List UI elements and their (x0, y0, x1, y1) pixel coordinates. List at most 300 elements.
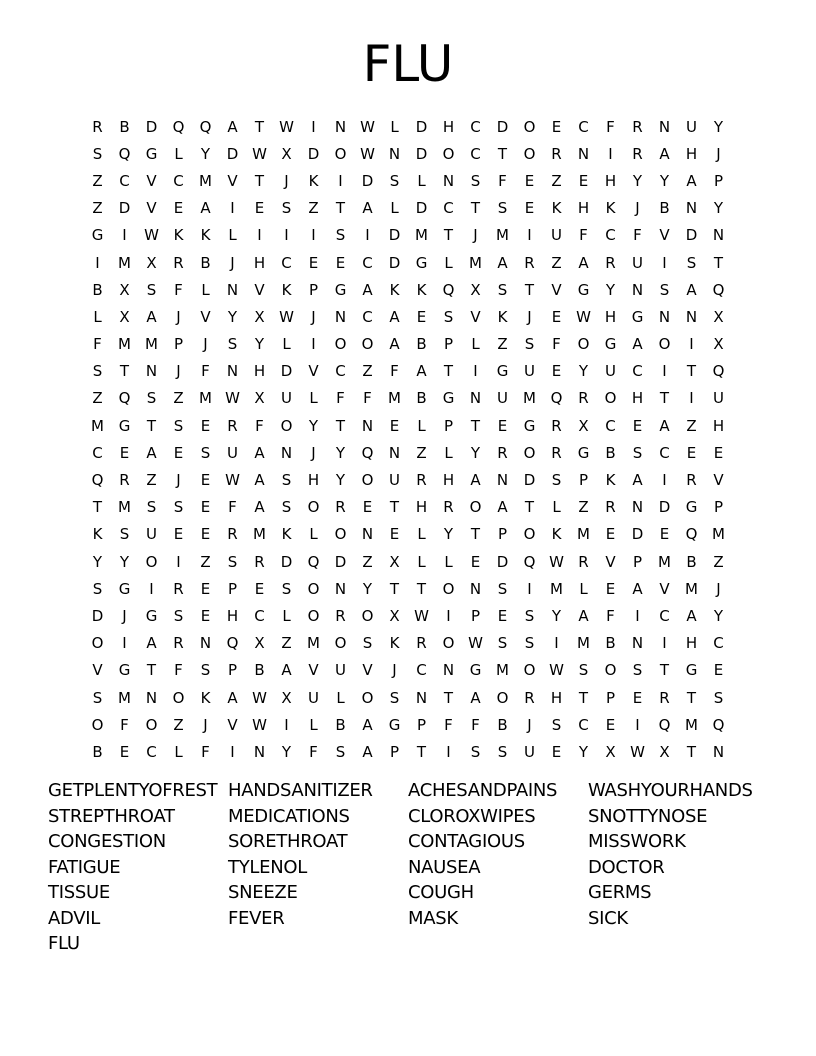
grid-letter[interactable]: F (201, 742, 210, 761)
grid-letter[interactable]: N (631, 498, 644, 517)
grid-letter[interactable]: U (713, 389, 724, 408)
grid-letter[interactable]: D (334, 552, 347, 571)
grid-letter[interactable]: A (659, 144, 670, 163)
grid-letter[interactable]: H (550, 688, 563, 707)
grid-letter[interactable]: S (497, 579, 508, 598)
grid-letter[interactable]: U (146, 525, 157, 544)
grid-letter[interactable]: F (390, 362, 399, 381)
grid-letter[interactable]: A (362, 742, 373, 761)
grid-letter[interactable]: I (446, 606, 451, 625)
grid-letter[interactable]: Z (281, 634, 292, 653)
grid-letter[interactable]: E (335, 253, 346, 272)
grid-letter[interactable]: F (174, 661, 183, 680)
grid-letter[interactable]: Z (92, 171, 103, 190)
grid-letter[interactable]: I (230, 742, 235, 761)
grid-letter[interactable]: W (225, 471, 240, 490)
grid-letter[interactable]: W (360, 144, 375, 163)
grid-letter[interactable]: V (146, 199, 157, 218)
grid-letter[interactable]: T (416, 742, 427, 761)
grid-letter[interactable]: M (199, 389, 212, 408)
grid-letter[interactable]: L (417, 525, 426, 544)
grid-letter[interactable]: V (92, 661, 103, 680)
grid-letter[interactable]: A (416, 362, 427, 381)
grid-letter[interactable]: R (254, 552, 265, 571)
grid-letter[interactable]: S (632, 443, 643, 462)
grid-letter[interactable]: E (200, 471, 211, 490)
grid-letter[interactable]: C (119, 171, 130, 190)
grid-letter[interactable]: N (226, 280, 239, 299)
grid-letter[interactable]: A (389, 307, 400, 326)
grid-letter[interactable]: T (443, 226, 454, 245)
grid-letter[interactable]: V (470, 307, 481, 326)
grid-letter[interactable]: N (334, 579, 347, 598)
grid-letter[interactable]: K (605, 471, 616, 490)
grid-letter[interactable]: I (527, 579, 532, 598)
grid-letter[interactable]: T (92, 498, 103, 517)
grid-letter[interactable]: G (388, 715, 401, 734)
grid-letter[interactable]: N (145, 362, 158, 381)
grid-letter[interactable]: A (362, 715, 373, 734)
grid-letter[interactable]: N (334, 307, 347, 326)
grid-letter[interactable]: B (119, 117, 130, 136)
grid-letter[interactable]: N (226, 362, 239, 381)
grid-letter[interactable]: O (604, 389, 617, 408)
grid-letter[interactable]: L (417, 171, 426, 190)
grid-letter[interactable]: S (281, 498, 292, 517)
grid-letter[interactable]: O (361, 688, 374, 707)
grid-letter[interactable]: S (713, 688, 724, 707)
grid-letter[interactable]: M (118, 688, 131, 707)
grid-letter[interactable]: Z (686, 416, 697, 435)
grid-letter[interactable]: F (363, 389, 372, 408)
grid-letter[interactable]: B (605, 634, 616, 653)
grid-letter[interactable]: P (713, 498, 724, 517)
grid-letter[interactable]: S (632, 661, 643, 680)
grid-letter[interactable]: C (470, 117, 481, 136)
grid-letter[interactable]: O (523, 661, 536, 680)
grid-letter[interactable]: M (496, 226, 509, 245)
grid-letter[interactable]: P (227, 579, 238, 598)
grid-letter[interactable]: P (713, 171, 724, 190)
grid-letter[interactable]: N (442, 171, 455, 190)
grid-letter[interactable]: Y (335, 471, 346, 490)
grid-letter[interactable]: D (631, 525, 644, 544)
grid-letter[interactable]: S (659, 280, 670, 299)
grid-letter[interactable]: A (200, 199, 211, 218)
grid-letter[interactable]: N (469, 389, 482, 408)
grid-letter[interactable]: V (308, 362, 319, 381)
grid-letter[interactable]: W (252, 715, 267, 734)
grid-letter[interactable]: T (443, 688, 454, 707)
grid-letter[interactable]: J (635, 199, 640, 218)
grid-letter[interactable]: E (200, 525, 211, 544)
grid-letter[interactable]: L (579, 579, 588, 598)
grid-letter[interactable]: G (523, 416, 536, 435)
grid-letter[interactable]: E (551, 307, 562, 326)
grid-letter[interactable]: F (471, 715, 480, 734)
grid-letter[interactable]: U (524, 362, 535, 381)
grid-letter[interactable]: T (146, 661, 157, 680)
grid-letter[interactable]: B (416, 335, 427, 354)
grid-letter[interactable]: M (415, 226, 428, 245)
grid-letter[interactable]: D (496, 117, 509, 136)
grid-letter[interactable]: A (227, 117, 238, 136)
grid-letter[interactable]: O (577, 335, 590, 354)
grid-letter[interactable]: M (712, 525, 725, 544)
grid-letter[interactable]: Z (713, 552, 724, 571)
grid-letter[interactable]: O (523, 443, 536, 462)
grid-letter[interactable]: Q (118, 144, 131, 163)
grid-letter[interactable]: Z (551, 253, 562, 272)
grid-letter[interactable]: G (577, 443, 590, 462)
grid-letter[interactable]: A (497, 253, 508, 272)
grid-letter[interactable]: K (92, 525, 103, 544)
grid-letter[interactable]: D (280, 362, 293, 381)
grid-letter[interactable]: V (605, 552, 616, 571)
grid-letter[interactable]: H (577, 199, 590, 218)
grid-letter[interactable]: G (604, 335, 617, 354)
grid-letter[interactable]: S (92, 362, 103, 381)
grid-letter[interactable]: O (658, 335, 671, 354)
grid-letter[interactable]: A (686, 171, 697, 190)
grid-letter[interactable]: R (227, 416, 238, 435)
grid-letter[interactable]: Y (605, 280, 616, 299)
grid-letter[interactable]: E (308, 253, 319, 272)
grid-letter[interactable]: L (282, 335, 291, 354)
grid-letter[interactable]: N (631, 634, 644, 653)
grid-letter[interactable]: M (118, 335, 131, 354)
grid-letter[interactable]: U (281, 389, 292, 408)
grid-letter[interactable]: O (334, 335, 347, 354)
grid-letter[interactable]: E (551, 117, 562, 136)
grid-letter[interactable]: C (470, 144, 481, 163)
grid-letter[interactable]: P (416, 715, 427, 734)
grid-letter[interactable]: G (91, 226, 104, 245)
grid-letter[interactable]: S (146, 280, 157, 299)
grid-letter[interactable]: C (659, 606, 670, 625)
grid-letter[interactable]: E (605, 579, 616, 598)
grid-letter[interactable]: L (174, 144, 183, 163)
grid-letter[interactable]: I (311, 226, 316, 245)
grid-letter[interactable]: D (415, 117, 428, 136)
grid-letter[interactable]: I (257, 226, 262, 245)
grid-letter[interactable]: M (523, 389, 536, 408)
grid-letter[interactable]: S (92, 579, 103, 598)
grid-letter[interactable]: Y (713, 117, 724, 136)
grid-letter[interactable]: E (605, 525, 616, 544)
grid-letter[interactable]: O (145, 715, 158, 734)
grid-letter[interactable]: H (712, 416, 725, 435)
grid-letter[interactable]: C (254, 606, 265, 625)
grid-letter[interactable]: A (362, 280, 373, 299)
grid-letter[interactable]: B (416, 389, 427, 408)
grid-letter[interactable]: V (146, 171, 157, 190)
grid-letter[interactable]: E (173, 199, 184, 218)
grid-letter[interactable]: D (91, 606, 104, 625)
grid-letter[interactable]: R (173, 579, 184, 598)
grid-letter[interactable]: R (173, 253, 184, 272)
grid-letter[interactable]: F (228, 498, 237, 517)
grid-letter[interactable]: T (443, 362, 454, 381)
grid-letter[interactable]: L (228, 226, 237, 245)
grid-letter[interactable]: S (173, 416, 184, 435)
grid-letter[interactable]: E (254, 199, 265, 218)
grid-letter[interactable]: K (200, 688, 211, 707)
grid-letter[interactable]: O (604, 661, 617, 680)
grid-letter[interactable]: X (659, 742, 670, 761)
grid-letter[interactable]: D (523, 471, 536, 490)
grid-letter[interactable]: C (92, 443, 103, 462)
grid-letter[interactable]: C (443, 199, 454, 218)
grid-letter[interactable]: R (227, 525, 238, 544)
grid-letter[interactable]: U (335, 661, 346, 680)
grid-letter[interactable]: R (524, 688, 535, 707)
grid-letter[interactable]: N (712, 742, 725, 761)
grid-letter[interactable]: X (389, 552, 400, 571)
grid-letter[interactable]: V (227, 171, 238, 190)
grid-letter[interactable]: W (576, 307, 591, 326)
grid-letter[interactable]: E (173, 525, 184, 544)
grid-letter[interactable]: C (632, 362, 643, 381)
grid-letter[interactable]: I (662, 362, 667, 381)
grid-letter[interactable]: T (335, 199, 346, 218)
grid-letter[interactable]: T (416, 579, 427, 598)
grid-letter[interactable]: I (311, 335, 316, 354)
grid-letter[interactable]: R (173, 634, 184, 653)
grid-letter[interactable]: S (200, 443, 211, 462)
grid-letter[interactable]: O (91, 634, 104, 653)
grid-letter[interactable]: Y (659, 171, 670, 190)
grid-letter[interactable]: N (334, 117, 347, 136)
grid-letter[interactable]: I (662, 634, 667, 653)
grid-letter[interactable]: K (551, 525, 562, 544)
grid-letter[interactable]: O (361, 606, 374, 625)
grid-letter[interactable]: P (389, 742, 400, 761)
grid-letter[interactable]: O (334, 634, 347, 653)
grid-letter[interactable]: E (551, 362, 562, 381)
grid-letter[interactable]: M (685, 579, 698, 598)
grid-letter[interactable]: Y (443, 525, 454, 544)
grid-letter[interactable]: M (685, 715, 698, 734)
grid-letter[interactable]: L (174, 742, 183, 761)
grid-letter[interactable]: H (631, 389, 644, 408)
grid-letter[interactable]: A (659, 416, 670, 435)
grid-letter[interactable]: J (122, 606, 127, 625)
grid-letter[interactable]: Q (307, 552, 320, 571)
grid-letter[interactable]: D (145, 117, 158, 136)
grid-letter[interactable]: J (284, 171, 289, 190)
grid-letter[interactable]: R (578, 552, 589, 571)
grid-letter[interactable]: Q (226, 634, 239, 653)
grid-letter[interactable]: O (145, 552, 158, 571)
grid-letter[interactable]: A (470, 688, 481, 707)
grid-letter[interactable]: G (415, 253, 428, 272)
grid-letter[interactable]: E (632, 416, 643, 435)
grid-letter[interactable]: G (577, 280, 590, 299)
grid-letter[interactable]: T (659, 661, 670, 680)
grid-letter[interactable]: S (335, 742, 346, 761)
grid-letter[interactable]: S (173, 498, 184, 517)
grid-letter[interactable]: A (497, 498, 508, 517)
grid-letter[interactable]: G (442, 389, 455, 408)
grid-letter[interactable]: E (578, 171, 589, 190)
grid-letter[interactable]: S (497, 199, 508, 218)
grid-letter[interactable]: N (442, 661, 455, 680)
grid-letter[interactable]: R (524, 253, 535, 272)
grid-letter[interactable]: Z (578, 498, 589, 517)
grid-letter[interactable]: J (527, 715, 532, 734)
grid-letter[interactable]: I (635, 715, 640, 734)
grid-letter[interactable]: D (307, 144, 320, 163)
grid-letter[interactable]: S (335, 226, 346, 245)
grid-letter[interactable]: E (713, 661, 724, 680)
grid-letter[interactable]: R (551, 144, 562, 163)
grid-letter[interactable]: E (605, 715, 616, 734)
grid-letter[interactable]: A (227, 688, 238, 707)
grid-letter[interactable]: M (199, 171, 212, 190)
grid-letter[interactable]: Z (362, 362, 373, 381)
grid-letter[interactable]: M (145, 335, 158, 354)
grid-letter[interactable]: N (253, 742, 266, 761)
grid-letter[interactable]: Z (308, 199, 319, 218)
grid-letter[interactable]: G (145, 144, 158, 163)
grid-letter[interactable]: C (578, 715, 589, 734)
grid-letter[interactable]: Q (658, 715, 671, 734)
grid-letter[interactable]: W (468, 634, 483, 653)
grid-letter[interactable]: Y (200, 144, 211, 163)
grid-letter[interactable]: F (174, 280, 183, 299)
grid-letter[interactable]: J (716, 579, 721, 598)
grid-letter[interactable]: K (173, 226, 184, 245)
grid-letter[interactable]: V (308, 661, 319, 680)
grid-letter[interactable]: Q (712, 362, 725, 381)
grid-letter[interactable]: B (92, 742, 103, 761)
grid-letter[interactable]: R (443, 498, 454, 517)
grid-letter[interactable]: C (659, 443, 670, 462)
grid-letter[interactable]: S (389, 171, 400, 190)
grid-letter[interactable]: H (415, 498, 428, 517)
grid-letter[interactable]: C (362, 307, 373, 326)
grid-letter[interactable]: V (254, 280, 265, 299)
grid-letter[interactable]: H (604, 307, 617, 326)
grid-letter[interactable]: I (689, 335, 694, 354)
grid-letter[interactable]: G (334, 280, 347, 299)
grid-letter[interactable]: R (605, 498, 616, 517)
grid-letter[interactable]: X (281, 688, 292, 707)
grid-letter[interactable]: S (281, 471, 292, 490)
grid-letter[interactable]: F (606, 117, 615, 136)
grid-letter[interactable]: S (497, 742, 508, 761)
grid-letter[interactable]: S (686, 253, 697, 272)
grid-letter[interactable]: F (579, 226, 588, 245)
grid-letter[interactable]: O (442, 579, 455, 598)
grid-letter[interactable]: U (524, 742, 535, 761)
grid-letter[interactable]: C (416, 661, 427, 680)
grid-letter[interactable]: Z (146, 471, 157, 490)
grid-letter[interactable]: T (659, 389, 670, 408)
grid-letter[interactable]: M (91, 416, 104, 435)
grid-letter[interactable]: D (280, 552, 293, 571)
grid-letter[interactable]: P (605, 688, 616, 707)
grid-letter[interactable]: G (118, 579, 131, 598)
grid-letter[interactable]: M (469, 253, 482, 272)
grid-letter[interactable]: U (227, 443, 238, 462)
grid-letter[interactable]: K (281, 280, 292, 299)
grid-letter[interactable]: F (255, 416, 264, 435)
grid-letter[interactable]: F (336, 389, 345, 408)
grid-letter[interactable]: I (284, 226, 289, 245)
grid-letter[interactable]: N (361, 416, 374, 435)
grid-letter[interactable]: J (311, 307, 316, 326)
grid-letter[interactable]: Z (173, 389, 184, 408)
grid-letter[interactable]: H (253, 362, 266, 381)
grid-letter[interactable]: T (389, 579, 400, 598)
grid-letter[interactable]: X (470, 280, 481, 299)
grid-letter[interactable]: T (146, 416, 157, 435)
grid-letter[interactable]: K (497, 307, 508, 326)
grid-letter[interactable]: P (443, 416, 454, 435)
grid-letter[interactable]: O (523, 117, 536, 136)
grid-letter[interactable]: Q (172, 117, 185, 136)
grid-letter[interactable]: U (632, 253, 643, 272)
grid-letter[interactable]: S (227, 552, 238, 571)
grid-letter[interactable]: S (551, 715, 562, 734)
grid-letter[interactable]: A (686, 280, 697, 299)
grid-letter[interactable]: J (176, 307, 181, 326)
grid-letter[interactable]: W (225, 389, 240, 408)
grid-letter[interactable]: E (497, 606, 508, 625)
grid-letter[interactable]: Y (713, 199, 724, 218)
grid-letter[interactable]: W (252, 688, 267, 707)
grid-letter[interactable]: K (416, 280, 427, 299)
grid-letter[interactable]: N (577, 144, 590, 163)
grid-letter[interactable]: O (307, 498, 320, 517)
grid-letter[interactable]: V (659, 579, 670, 598)
grid-letter[interactable]: P (470, 606, 481, 625)
grid-letter[interactable]: A (578, 253, 589, 272)
grid-letter[interactable]: B (659, 199, 670, 218)
grid-letter[interactable]: Z (416, 443, 427, 462)
grid-letter[interactable]: G (685, 661, 698, 680)
grid-letter[interactable]: I (149, 579, 154, 598)
grid-letter[interactable]: F (309, 742, 318, 761)
grid-letter[interactable]: L (201, 280, 210, 299)
grid-letter[interactable]: E (524, 171, 535, 190)
grid-letter[interactable]: E (200, 416, 211, 435)
grid-letter[interactable]: N (496, 471, 509, 490)
grid-letter[interactable]: Y (281, 742, 292, 761)
grid-letter[interactable]: N (199, 634, 212, 653)
grid-letter[interactable]: I (689, 389, 694, 408)
grid-letter[interactable]: S (524, 335, 535, 354)
grid-letter[interactable]: R (335, 606, 346, 625)
grid-letter[interactable]: M (577, 634, 590, 653)
grid-letter[interactable]: E (713, 443, 724, 462)
grid-letter[interactable]: K (605, 199, 616, 218)
grid-letter[interactable]: T (254, 117, 265, 136)
grid-letter[interactable]: I (311, 117, 316, 136)
grid-letter[interactable]: Q (712, 280, 725, 299)
grid-letter[interactable]: S (146, 498, 157, 517)
grid-letter[interactable]: S (119, 525, 130, 544)
grid-letter[interactable]: I (473, 362, 478, 381)
grid-letter[interactable]: W (549, 661, 564, 680)
grid-letter[interactable]: E (551, 742, 562, 761)
grid-letter[interactable]: E (416, 307, 427, 326)
grid-letter[interactable]: W (252, 144, 267, 163)
grid-letter[interactable]: P (173, 335, 184, 354)
grid-letter[interactable]: D (388, 253, 401, 272)
